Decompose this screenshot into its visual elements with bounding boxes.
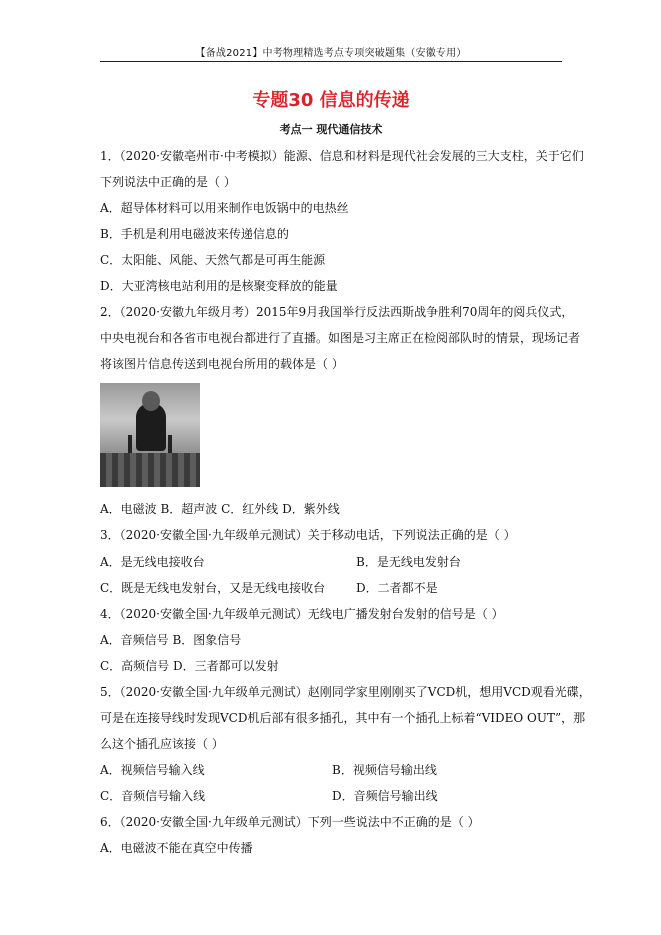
question-1-stem: 1．（2020·安徽亳州市·中考模拟）能源、信息和材料是现代社会发展的三大支柱，关于它们 xyxy=(100,149,584,163)
question-5-option-d: D．音频信号输出线 xyxy=(332,789,438,803)
question-3-option-c: C．既是无线电发射台，又是无线电接收台 xyxy=(100,581,326,595)
question-3-option-d: D．二者都不是 xyxy=(356,581,438,595)
page-header: 【备战2021】中考物理精选考点专项突破题集（安徽专用） xyxy=(195,48,467,59)
question-1-stem-cont: 下列说法中正确的是（ ） xyxy=(100,175,236,189)
question-1-option-a: A．超导体材料可以用来制作电饭锅中的电热丝 xyxy=(100,201,349,215)
question-5-option-c: C．音频信号输入线 xyxy=(100,789,206,803)
question-5-option-a: A．视频信号输入线 xyxy=(100,763,205,777)
question-5-stem-end: 么这个插孔应该接（ ） xyxy=(100,737,224,751)
question-2-stem-end: 将该图片信息传送到电视台所用的载体是（ ） xyxy=(100,357,344,371)
question-3-stem: 3．（2020·安徽全国·九年级单元测试）关于移动电话，下列说法正确的是（ ） xyxy=(100,528,516,542)
photo-figure-head xyxy=(142,391,160,411)
question-1-option-b: B．手机是利用电磁波来传递信息的 xyxy=(100,227,289,241)
question-2-options: A．电磁波 B．超声波 C．红外线 D．紫外线 xyxy=(100,502,340,516)
question-2-stem: 2．（2020·安徽九年级月考）2015年9月我国举行反法西斯战争胜利70周年的阅兵仪式， xyxy=(100,305,574,319)
question-5-stem: 5．（2020·安徽全国·九年级单元测试）赵刚同学家里刚刚买了VCD机，想用VCD观看光碟， xyxy=(100,685,591,699)
question-6-stem: 6．（2020·安徽全国·九年级单元测试）下列一些说法中不正确的是（ ） xyxy=(100,815,480,829)
question-2-stem-cont: 中央电视台和各省市电视台都进行了直播。如图是习主席正在检阅部队时的情景，现场记者 xyxy=(100,331,581,345)
question-4-options-cd: C．高频信号 D．三者都可以发射 xyxy=(100,659,279,673)
header-rule xyxy=(100,61,562,62)
question-4-options-ab: A．音频信号 B．图象信号 xyxy=(100,633,242,647)
parade-photo xyxy=(100,383,200,487)
question-3-option-b: B．是无线电发射台 xyxy=(356,555,461,569)
question-6-option-a: A．电磁波不能在真空中传播 xyxy=(100,841,253,855)
section-subtitle: 考点一 现代通信技术 xyxy=(279,123,383,136)
question-3-option-a: A．是无线电接收台 xyxy=(100,555,205,569)
photo-crowd xyxy=(100,453,200,487)
question-1-option-c: C．太阳能、风能、天然气都是可再生能源 xyxy=(100,253,326,267)
question-4-stem: 4．（2020·安徽全国·九年级单元测试）无线电广播发射台发射的信号是（ ） xyxy=(100,607,504,621)
question-5-stem-cont: 可是在连接导线时发现VCD机后部有很多插孔，其中有一个插孔上标着“VIDEO OUT”，那 xyxy=(100,711,586,725)
question-1-option-d: D．大亚湾核电站利用的是核聚变释放的能量 xyxy=(100,279,338,293)
question-5-option-b: B．视频信号输出线 xyxy=(332,763,437,777)
page-title: 专题30 信息的传递 xyxy=(252,90,410,111)
